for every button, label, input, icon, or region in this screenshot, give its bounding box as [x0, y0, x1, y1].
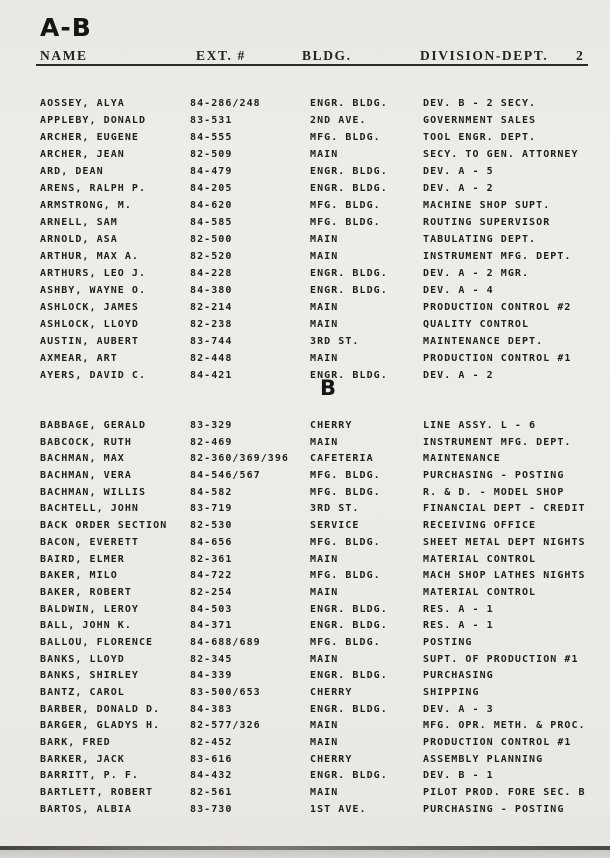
- entry-name: BALLOU, FLORENCE: [40, 636, 154, 648]
- directory-row: [0, 112, 610, 129]
- entry-building: MAIN: [310, 319, 339, 330]
- entry-name: AUSTIN, AUBERT: [40, 336, 139, 347]
- entry-name: BANKS, SHIRLEY: [40, 670, 139, 682]
- entry-division-dept: DEV. A - 2 MGR.: [423, 268, 530, 279]
- entry-building: ENGR. BLDG.: [310, 703, 388, 715]
- directory-row: [0, 451, 610, 468]
- entry-building: ENGR. BLDG.: [310, 285, 388, 296]
- entry-extension: 82-361: [190, 553, 233, 565]
- header-rule: [36, 64, 588, 66]
- entry-division-dept: MATERIAL CONTROL: [423, 553, 537, 565]
- entry-building: MAIN: [310, 353, 339, 364]
- entry-division-dept: FINANCIAL DEPT - CREDIT: [423, 503, 586, 515]
- entry-division-dept: MAINTENANCE DEPT.: [423, 336, 544, 347]
- entry-extension: 82-520: [190, 251, 233, 262]
- entry-name: BACHTELL, JOHN: [40, 503, 139, 515]
- entry-extension: 84-432: [190, 770, 233, 782]
- directory-row: [0, 350, 610, 367]
- entry-building: MAIN: [310, 720, 339, 732]
- entry-extension: 84-205: [190, 183, 233, 194]
- entry-building: ENGR. BLDG.: [310, 98, 388, 109]
- entry-division-dept: R. & D. - MODEL SHOP: [423, 486, 565, 498]
- entry-name: AOSSEY, ALYA: [40, 98, 125, 109]
- entry-extension: 82-577/326: [190, 720, 261, 732]
- entry-division-dept: DEV. A - 5: [423, 166, 494, 177]
- entry-building: MFG. BLDG.: [310, 636, 381, 648]
- entry-name: BARTOS, ALBIA: [40, 803, 132, 815]
- directory-row: [0, 316, 610, 333]
- entry-name: ARD, DEAN: [40, 166, 104, 177]
- entry-building: CHERRY: [310, 753, 353, 765]
- entry-extension: 83-616: [190, 753, 233, 765]
- directory-row: [0, 802, 610, 819]
- entry-name: ARTHUR, MAX A.: [40, 251, 139, 262]
- entry-extension: 84-722: [190, 570, 233, 582]
- entry-extension: 83-500/653: [190, 687, 261, 698]
- entry-name: APPLEBY, DONALD: [40, 115, 147, 126]
- entry-extension: 84-371: [190, 620, 233, 632]
- section-b-rows: [0, 418, 610, 819]
- entry-building: MAIN: [310, 653, 339, 665]
- directory-row: [0, 163, 610, 180]
- entry-extension: 84-688/689: [190, 636, 261, 648]
- column-header-name: NAME: [40, 48, 88, 63]
- entry-building: MAIN: [310, 787, 339, 799]
- entry-extension: 84-421: [190, 370, 233, 381]
- directory-row: [0, 568, 610, 585]
- entry-building: 2ND AVE.: [310, 115, 367, 126]
- entry-extension: 84-620: [190, 200, 233, 211]
- entry-extension: 82-509: [190, 149, 233, 160]
- directory-row: [0, 95, 610, 112]
- entry-division-dept: DEV. A - 2: [423, 183, 494, 194]
- entry-name: BAKER, MILO: [40, 570, 118, 582]
- entry-building: 3RD ST.: [310, 336, 360, 347]
- entry-name: ARCHER, EUGENE: [40, 132, 139, 143]
- entry-division-dept: INSTRUMENT MFG. DEPT.: [423, 251, 572, 262]
- entry-building: MFG. BLDG.: [310, 200, 381, 211]
- entry-extension: 82-530: [190, 520, 233, 532]
- directory-row: [0, 468, 610, 485]
- entry-division-dept: QUALITY CONTROL: [423, 319, 530, 330]
- entry-extension: 84-656: [190, 536, 233, 548]
- directory-row: [0, 718, 610, 735]
- entry-division-dept: MACHINE SHOP SUPT.: [423, 200, 551, 211]
- entry-building: MAIN: [310, 302, 339, 313]
- page-number: 2: [576, 48, 585, 63]
- entry-extension: 82-469: [190, 436, 233, 448]
- directory-row: [0, 752, 610, 769]
- entry-name: AYERS, DAVID C.: [40, 370, 147, 381]
- directory-row: [0, 501, 610, 518]
- entry-extension: 82-500: [190, 234, 233, 245]
- entry-division-dept: MACH SHOP LATHES NIGHTS: [423, 570, 586, 582]
- entry-building: 3RD ST.: [310, 503, 360, 515]
- table-header: [0, 48, 610, 64]
- entry-building: CHERRY: [310, 420, 353, 431]
- entry-name: ASHBY, WAYNE O.: [40, 285, 147, 296]
- entry-extension: 84-555: [190, 132, 233, 143]
- entry-division-dept: DEV. A - 3: [423, 703, 494, 715]
- directory-row: [0, 282, 610, 299]
- entry-extension: 84-582: [190, 486, 233, 498]
- entry-building: MFG. BLDG.: [310, 470, 381, 482]
- column-header-bldg: BLDG.: [302, 48, 352, 63]
- entry-name: BARRITT, P. F.: [40, 770, 139, 782]
- entry-name: ARTHURS, LEO J.: [40, 268, 147, 279]
- entry-division-dept: RECEIVING OFFICE: [423, 520, 537, 532]
- entry-name: BANKS, LLOYD: [40, 653, 125, 665]
- entry-extension: 83-719: [190, 503, 233, 515]
- entry-building: ENGR. BLDG.: [310, 620, 388, 632]
- directory-row: [0, 652, 610, 669]
- directory-row: [0, 129, 610, 146]
- entry-building: MAIN: [310, 586, 339, 598]
- entry-building: MFG. BLDG.: [310, 536, 381, 548]
- entry-division-dept: PRODUCTION CONTROL #2: [423, 302, 572, 313]
- entry-division-dept: PILOT PROD. FORE SEC. B: [423, 787, 586, 799]
- entry-name: BACHMAN, MAX: [40, 453, 125, 465]
- directory-row: [0, 618, 610, 635]
- entry-name: AXMEAR, ART: [40, 353, 118, 364]
- page-title: A-B: [40, 13, 92, 42]
- entry-building: CHERRY: [310, 687, 353, 698]
- directory-row: [0, 552, 610, 569]
- entry-division-dept: DEV. A - 2: [423, 370, 494, 381]
- directory-row: [0, 685, 610, 702]
- entry-name: ASHLOCK, JAMES: [40, 302, 139, 313]
- directory-row: [0, 635, 610, 652]
- entry-building: MAIN: [310, 234, 339, 245]
- entry-extension: 82-561: [190, 787, 233, 799]
- entry-building: MAIN: [310, 553, 339, 565]
- column-header-division-dept: DIVISION-DEPT.: [420, 48, 549, 63]
- entry-extension: 83-329: [190, 420, 233, 431]
- entry-name: BALDWIN, LEROY: [40, 603, 139, 615]
- entry-division-dept: MATERIAL CONTROL: [423, 586, 537, 598]
- section-b-heading: B: [320, 376, 337, 400]
- entry-division-dept: DEV. A - 4: [423, 285, 494, 296]
- entry-extension: 84-228: [190, 268, 233, 279]
- directory-row: [0, 435, 610, 452]
- directory-row: [0, 299, 610, 316]
- entry-name: BABBAGE, GERALD: [40, 420, 147, 431]
- entry-name: ASHLOCK, LLOYD: [40, 319, 139, 330]
- directory-row: [0, 535, 610, 552]
- entry-division-dept: PURCHASING - POSTING: [423, 470, 565, 482]
- entry-name: ARNOLD, ASA: [40, 234, 118, 245]
- directory-row: [0, 180, 610, 197]
- entry-building: ENGR. BLDG.: [310, 370, 388, 381]
- entry-building: MFG. BLDG.: [310, 570, 381, 582]
- entry-extension: 84-503: [190, 603, 233, 615]
- directory-row: [0, 735, 610, 752]
- entry-division-dept: MFG. OPR. METH. & PROC.: [423, 720, 586, 732]
- directory-row: [0, 214, 610, 231]
- directory-row: [0, 418, 610, 435]
- entry-division-dept: SUPT. OF PRODUCTION #1: [423, 653, 579, 665]
- entry-name: BANTZ, CAROL: [40, 687, 125, 698]
- directory-row: [0, 146, 610, 163]
- entry-building: ENGR. BLDG.: [310, 670, 388, 682]
- entry-building: MAIN: [310, 251, 339, 262]
- directory-row: [0, 768, 610, 785]
- entry-name: BALL, JOHN K.: [40, 620, 132, 632]
- directory-row: [0, 248, 610, 265]
- entry-division-dept: INSTRUMENT MFG. DEPT.: [423, 436, 572, 448]
- directory-row: [0, 668, 610, 685]
- entry-name: ARENS, RALPH P.: [40, 183, 147, 194]
- entry-division-dept: LINE ASSY. L - 6: [423, 420, 537, 431]
- entry-division-dept: ROUTING SUPERVISOR: [423, 217, 551, 228]
- entry-name: BARGER, GLADYS H.: [40, 720, 161, 732]
- entry-extension: 84-383: [190, 703, 233, 715]
- directory-row: [0, 585, 610, 602]
- entry-building: MFG. BLDG.: [310, 217, 381, 228]
- entry-name: BARBER, DONALD D.: [40, 703, 161, 715]
- entry-name: ARNELL, SAM: [40, 217, 118, 228]
- entry-extension: 83-744: [190, 336, 233, 347]
- entry-extension: 84-479: [190, 166, 233, 177]
- entry-division-dept: GOVERNMENT SALES: [423, 115, 537, 126]
- entry-name: BARTLETT, ROBERT: [40, 787, 154, 799]
- directory-row: [0, 367, 610, 384]
- entry-extension: 84-286/248: [190, 98, 261, 109]
- entry-division-dept: PRODUCTION CONTROL #1: [423, 737, 572, 749]
- entry-name: ARMSTRONG, M.: [40, 200, 132, 211]
- page-bottom-margin: [0, 850, 610, 858]
- entry-division-dept: MAINTENANCE: [423, 453, 501, 465]
- entry-extension: 83-531: [190, 115, 233, 126]
- entry-name: BAIRD, ELMER: [40, 553, 125, 565]
- entry-building: ENGR. BLDG.: [310, 268, 388, 279]
- entry-extension: 84-546/567: [190, 470, 261, 482]
- entry-division-dept: PRODUCTION CONTROL #1: [423, 353, 572, 364]
- entry-building: MAIN: [310, 149, 339, 160]
- section-a-rows: [0, 95, 610, 384]
- entry-extension: 82-360/369/396: [190, 453, 289, 465]
- directory-row: [0, 785, 610, 802]
- entry-building: SERVICE: [310, 520, 360, 532]
- entry-extension: 83-730: [190, 803, 233, 815]
- entry-name: BABCOCK, RUTH: [40, 436, 132, 448]
- directory-row: [0, 518, 610, 535]
- directory-row: [0, 231, 610, 248]
- entry-extension: 84-339: [190, 670, 233, 682]
- entry-building: ENGR. BLDG.: [310, 183, 388, 194]
- entry-division-dept: DEV. B - 2 SECY.: [423, 98, 537, 109]
- entry-name: BACK ORDER SECTION: [40, 520, 168, 532]
- entry-building: MFG. BLDG.: [310, 132, 381, 143]
- entry-extension: 82-254: [190, 586, 233, 598]
- entry-division-dept: POSTING: [423, 636, 473, 648]
- entry-extension: 84-380: [190, 285, 233, 296]
- entry-name: BACHMAN, WILLIS: [40, 486, 147, 498]
- directory-row: [0, 702, 610, 719]
- entry-division-dept: PURCHASING - POSTING: [423, 803, 565, 815]
- directory-row: [0, 602, 610, 619]
- entry-division-dept: PURCHASING: [423, 670, 494, 682]
- entry-name: BACHMAN, VERA: [40, 470, 132, 482]
- entry-building: MFG. BLDG.: [310, 486, 381, 498]
- entry-division-dept: SECY. TO GEN. ATTORNEY: [423, 149, 579, 160]
- entry-division-dept: ASSEMBLY PLANNING: [423, 753, 544, 765]
- entry-division-dept: RES. A - 1: [423, 603, 494, 615]
- entry-name: BACON, EVERETT: [40, 536, 139, 548]
- entry-extension: 82-214: [190, 302, 233, 313]
- entry-name: BAKER, ROBERT: [40, 586, 132, 598]
- entry-division-dept: TOOL ENGR. DEPT.: [423, 132, 537, 143]
- entry-division-dept: SHEET METAL DEPT NIGHTS: [423, 536, 586, 548]
- entry-building: MAIN: [310, 436, 339, 448]
- directory-row: [0, 197, 610, 214]
- entry-building: CAFETERIA: [310, 453, 374, 465]
- entry-division-dept: RES. A - 1: [423, 620, 494, 632]
- entry-building: ENGR. BLDG.: [310, 770, 388, 782]
- entry-extension: 82-238: [190, 319, 233, 330]
- column-header-ext: EXT. #: [196, 48, 246, 63]
- directory-row: [0, 485, 610, 502]
- entry-building: MAIN: [310, 737, 339, 749]
- entry-building: ENGR. BLDG.: [310, 166, 388, 177]
- entry-extension: 84-585: [190, 217, 233, 228]
- entry-division-dept: TABULATING DEPT.: [423, 234, 537, 245]
- entry-division-dept: SHIPPING: [423, 687, 480, 698]
- entry-extension: 82-452: [190, 737, 233, 749]
- directory-row: [0, 333, 610, 350]
- directory-row: [0, 265, 610, 282]
- entry-building: 1ST AVE.: [310, 803, 367, 815]
- entry-extension: 82-345: [190, 653, 233, 665]
- entry-division-dept: DEV. B - 1: [423, 770, 494, 782]
- entry-name: BARK, FRED: [40, 737, 111, 749]
- entry-name: ARCHER, JEAN: [40, 149, 125, 160]
- entry-name: BARKER, JACK: [40, 753, 125, 765]
- entry-building: ENGR. BLDG.: [310, 603, 388, 615]
- entry-extension: 82-448: [190, 353, 233, 364]
